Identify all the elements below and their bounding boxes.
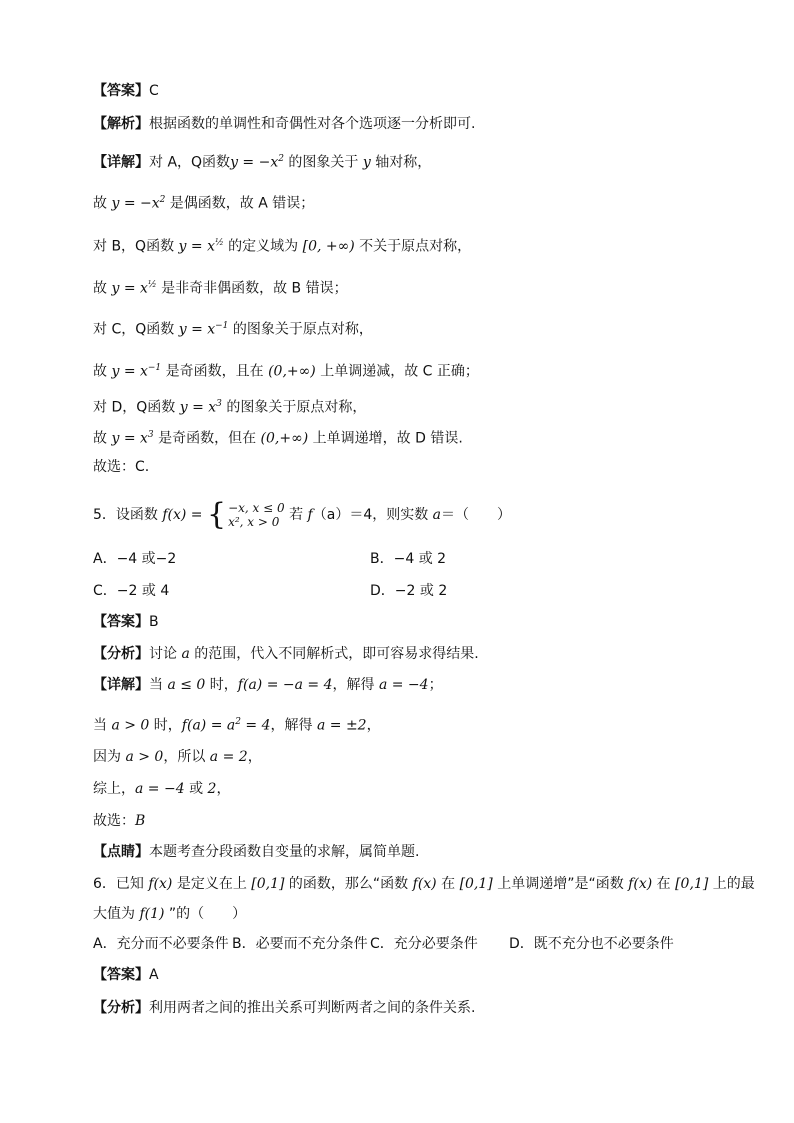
- detail-line-4-b: 故 $y = -x^2$ 是偶函数，故 A 错误；: [93, 195, 315, 212]
- q5-option-b: B．−4 或 2: [370, 551, 447, 567]
- detail-line-5-b: 当 a > 0 时，$f(a) = a^2 = 4$，解得 a = ±2，: [93, 717, 381, 734]
- q6-option-c: C．充分必要条件: [370, 936, 478, 952]
- tag-detail: 【详解】: [93, 154, 149, 171]
- detail-line-4-f: 故 $y = x^{-1}$ 是奇函数，且在 (0,+∞) 上单调递减，故 C 正确；: [93, 363, 479, 380]
- q5-option-a: A．−4 或−2: [93, 551, 177, 567]
- q5-option-c: C．−2 或 4: [93, 583, 170, 599]
- detail-line-5-c: 因为 a > 0，所以 a = 2，: [93, 749, 262, 765]
- analysis-line-6: 【分析】利用两者之间的推出关系可判断两者之间的条件关系.: [93, 1000, 476, 1016]
- q6-option-b: B．必要而不充分条件: [232, 936, 368, 952]
- comment-line-5: 【点睛】本题考查分段函数自变量的求解，属简单题.: [93, 844, 420, 860]
- choice-line-4: 故选：C.: [93, 459, 150, 475]
- answer-line-6: 【答案】A: [93, 967, 159, 983]
- detail-line-4-h: 故 $y = x^3$ 是奇函数，但在 (0,+∞) 上单调递增，故 D 错误.: [93, 430, 463, 447]
- analysis-line-4: 【解析】根据函数的单调性和奇偶性对各个选项逐一分析即可.: [93, 116, 476, 132]
- brace-symbol: {: [207, 497, 227, 532]
- q6-option-d: D．既不充分也不必要条件: [509, 936, 674, 952]
- choice-line-5: 故选：B: [93, 813, 146, 829]
- detail-line-5-a: 【详解】当 a ≤ 0 时，f(a) = −a = 4，解得 a = −4；: [93, 677, 443, 693]
- question-6-cont: 大值为 f(1) ”的（ ）: [93, 906, 247, 922]
- q5-option-d: D．−2 或 2: [370, 583, 448, 599]
- detail-line-4-g: 对 D，Q函数 $y = x^3$ 的图象关于原点对称，: [93, 399, 367, 416]
- q6-option-a: A．充分而不必要条件: [93, 936, 229, 952]
- analysis-line-5: 【分析】讨论 a 的范围，代入不同解析式，即可容易求得结果.: [93, 646, 479, 662]
- answer-line-4: 【答案】C: [93, 83, 159, 99]
- detail-line-4-a: 【详解】对 A，Q函数$y = -x^2$ 的图象关于 y 轴对称，: [93, 154, 432, 171]
- tag-analysis: 【解析】: [93, 116, 149, 132]
- detail-line-5-d: 综上，a = −4 或 2，: [93, 781, 231, 797]
- question-5: 5．设函数 f(x) = { −x, x ≤ 0 x², x > 0 若 f（a）＝4，则实数 a＝（ ）: [93, 497, 512, 532]
- piecewise-cases: −x, x ≤ 0 x², x > 0: [228, 501, 285, 529]
- detail-line-4-d: 故 $y = x^{\frac{1}{2}}$ 是非奇非偶函数，故 B 错误；: [93, 280, 348, 297]
- detail-line-4-e: 对 C，Q函数 $y = x^{-1}$ 的图象关于原点对称，: [93, 321, 373, 338]
- answer-line-5: 【答案】B: [93, 614, 159, 630]
- detail-line-4-c: 对 B，Q函数 $y = x^{\frac{1}{2}}$ 的定义域为 [0, +∞) 不关于原点对称，: [93, 238, 472, 255]
- tag-answer: 【答案】: [93, 83, 149, 99]
- question-6: 6．已知 f(x) 是定义在上 [0,1] 的函数，那么“函数 f(x) 在 [0,1] 上单调递增”是“函数 f(x) 在 [0,1] 上的最: [93, 876, 755, 892]
